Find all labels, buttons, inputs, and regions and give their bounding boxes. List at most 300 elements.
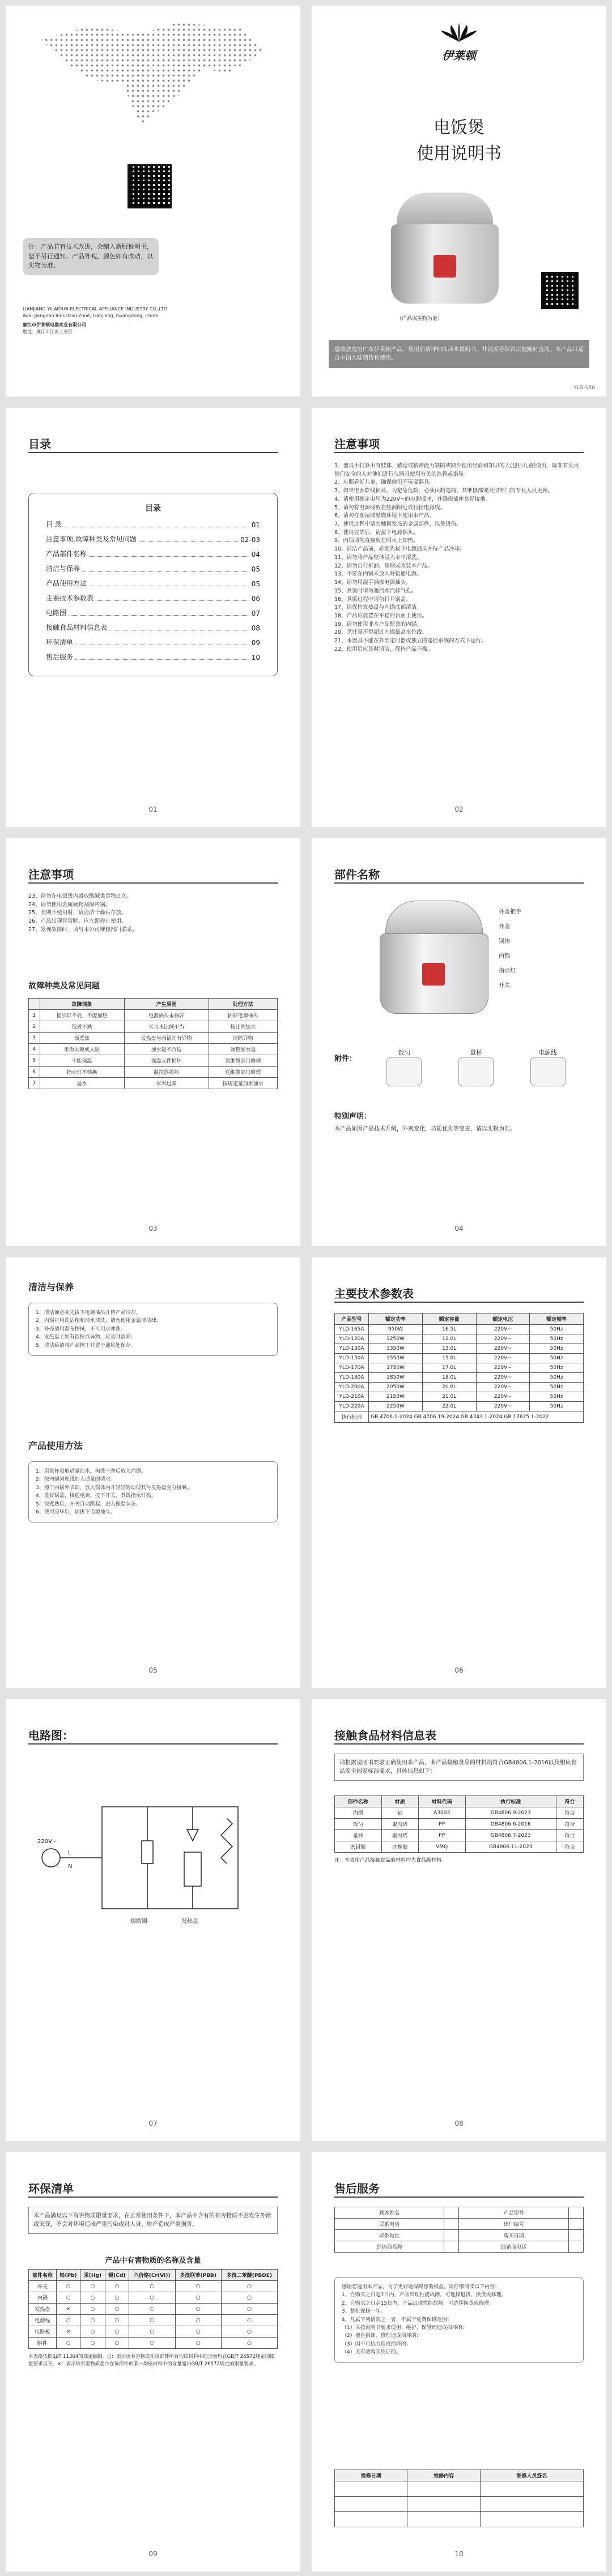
- table-row: [335, 1373, 584, 1383]
- table-cell: 内锅: [335, 1807, 382, 1819]
- table-cell: ○: [221, 2338, 277, 2349]
- table-cell: 50Hz: [530, 1325, 584, 1334]
- toc-item-page: 06: [251, 595, 260, 603]
- accessory-icon: [530, 1057, 566, 1086]
- use-item: 6、使用完毕后，请拔下电源插头。: [36, 1509, 116, 1515]
- table-cell: 插好电源插头: [209, 1010, 277, 1021]
- table-header: 六价铬(Cr(VI)): [129, 2270, 175, 2281]
- repair-row: [335, 2481, 584, 2497]
- table-cell: 量杯: [335, 1830, 382, 1841]
- toc-item-page: 05: [251, 580, 260, 588]
- table-row: [29, 2304, 278, 2315]
- table-cell: 1250W: [369, 1334, 423, 1344]
- note-item: 6、请勿在潮湿或易燃环境下使用本产品。: [334, 513, 435, 519]
- repair-cell: [407, 2512, 480, 2527]
- world-map-graphic: [28, 17, 278, 130]
- repair-cell: [407, 2497, 480, 2512]
- table-row: [29, 1010, 278, 1021]
- notice-box: 注：产品若有技术改进，会编入新版说明书，恕不另行通知。产品外观、颜色如有改动，以实物为准。: [23, 238, 159, 275]
- table-cell: 溢水: [40, 1078, 124, 1089]
- toc-item-page: 01: [251, 521, 260, 529]
- repair-cell: [407, 2481, 480, 2497]
- note-item: 10、清洁产品前，必须先拔下电源插头并待产品冷却。: [334, 546, 465, 553]
- table-cell: 2150W: [369, 1392, 423, 1402]
- table-header: 铅(Pb): [56, 2270, 80, 2281]
- table-cell: 17.0L: [422, 1363, 476, 1373]
- front-cover-page: [312, 6, 606, 396]
- note-item: 27、发现故障时，请与本公司维修部门联系。: [28, 926, 138, 933]
- specs-table: 产品型号 额定功率 额定容量 额定电压 额定频率 YLD-165A 950W 16.5L 220V~ 50Hz YLD-120A 1250W 12.0L 220V~ 50Hz YLD-130A 1350W 13.0L 220V~ 50Hz YLD-150A 1550W 15.0L 220V~ 50Hz YLD-170A 1750W 17.0L 220V~ 50Hz YLD-180A 1850W 18.0L 220V~ 50Hz YLD-200A 2050W 20.0L 220V~ 50Hz YLD-210A 2150W 21.0L 220V~ 50Hz YLD-220A 2250W 22.0L 220V~ 50Hz 执行标准 GB 4706.1-2024 GB 4706.19-2024 GB 4343.1-2024 GB 17625.1-2022: [334, 1313, 584, 1423]
- table-header: 故障现象: [40, 999, 124, 1010]
- table-row: [335, 1392, 584, 1402]
- service-terms: [334, 2277, 584, 2363]
- table-row: [335, 1354, 584, 1363]
- toc-item-page: 10: [251, 654, 260, 662]
- table-cell: ○: [129, 2292, 175, 2304]
- circuit-label-l: L: [68, 1850, 71, 1856]
- service-term: （4）无有效购买凭证的。: [342, 2349, 401, 2356]
- materials-table: [334, 1795, 584, 1853]
- care-title: 清洁与保养: [28, 1282, 74, 1293]
- parts-page: 部件名称 外盖把手 外盖 锅体 内锅 指示灯 开关 附件： 饭勺 量杯 电源线 特别声明： 本产品如因产品技术升级，外观变化，功能优化等变更，请以实物为准。 04: [312, 838, 606, 1246]
- table-cell: ○: [175, 2304, 221, 2315]
- care-list: [28, 1303, 278, 1356]
- service-term: 2、自购买之日起15日内，产品出现性能故障，可选择换货或修理。: [342, 2300, 495, 2306]
- table-header: 产品型号: [335, 1313, 369, 1325]
- note-item: 4、请使用额定电压为220V~的电源插座，并确保插座良好接地。: [334, 496, 491, 502]
- table-header: 多溴二苯醚(PBDE): [221, 2270, 277, 2281]
- eco-table-title: 产品中有害物质的名称及含量: [105, 2257, 201, 2265]
- accessory-item: [530, 1048, 566, 1089]
- toc-item-label: 注意事项,故障种类及常见问题: [46, 535, 137, 543]
- notes-list: [28, 893, 278, 935]
- field-label: 顾客姓名: [335, 2207, 444, 2219]
- field-label: 联系电话: [335, 2219, 444, 2230]
- accessory-icon: [386, 1057, 422, 1086]
- part-label: 锅体: [499, 939, 510, 945]
- service-term: （3）因不可抗力造成损坏的；: [342, 2341, 411, 2347]
- fault-title: 故障种类及常见问题: [28, 982, 100, 991]
- toc-item-label: 产品部件名称: [46, 550, 87, 558]
- brand-name: 伊莱顿: [442, 49, 476, 62]
- toc-item: [46, 637, 260, 647]
- table-cell: 220V~: [476, 1354, 530, 1363]
- circuit-diagram: [34, 1784, 272, 1931]
- table-cell: ○: [80, 2338, 105, 2349]
- use-item: 3、擦干内锅外表面，放入锅体内并轻轻转动使其与发热盘充分接触。: [36, 1485, 192, 1491]
- image-caption: （产品以实物为准）: [397, 316, 443, 322]
- table-cell: 清除异物: [209, 1033, 277, 1044]
- note-item: 17、请保持发热盘与内锅底部清洁。: [334, 604, 422, 611]
- table-cell: 16.5L: [422, 1325, 476, 1334]
- use-item: 1、用量杯量取适量的米，淘洗干净后放入内锅。: [36, 1469, 146, 1474]
- table-cell: 2050W: [369, 1383, 423, 1392]
- note-item: 8、使用完毕后，请拔下电源插头。: [334, 529, 419, 536]
- table-cell: ○: [221, 2326, 277, 2338]
- cover-subtitle: 使用说明书: [416, 144, 502, 164]
- care-page: 清洁与保养 1、清洁前必须先拔下电源插头并待产品冷却。 2、内锅可用洗洁精和清水清洗，请勿使用金属清洁球。 3、外壳请用湿布擦拭，不可用水冲洗。 4、发热盘上如有饭粒或异物，应及时清除。 5、清洁后请将产品擦干并置于通风处保存。 产品使用方法 1、用量杯量取适量的米，淘洗干净后放入内锅。 2、按内锅刻度线加入适量的清水。 3、擦干内锅外表面，放入锅体内并轻轻转动使其与发热盘充分接触。 4、盖好锅盖，接通电源，按下开关，煮饭指示灯亮。 5、饭煮熟后，开关自动跳起，进入保温状态。 6、使用完毕后，请拔下电源插头。 05: [6, 1257, 300, 1688]
- table-cell: GB4806.6-2016: [465, 1819, 556, 1830]
- table-cell: ○: [221, 2281, 277, 2292]
- table-cell: YLD-210A: [335, 1392, 369, 1402]
- accessory-item: [458, 1048, 494, 1089]
- table-row: [29, 2281, 278, 2292]
- table-cell: 2250W: [369, 1402, 423, 1411]
- service-term: （2）擅自拆卸、修理造成损坏的；: [342, 2333, 422, 2339]
- qr-code: [541, 272, 579, 309]
- accessory-label: 饭勺: [398, 1049, 411, 1056]
- table-header: 镉(Cd): [105, 2270, 129, 2281]
- field-row: [335, 2241, 584, 2253]
- table-cell: YLD-180A: [335, 1373, 369, 1383]
- page-title: 接触食品材料信息表: [334, 1729, 436, 1742]
- toc-item: [46, 652, 260, 662]
- care-item: 5、清洁后请将产品擦干并置于通风处保存。: [36, 1342, 136, 1349]
- table-cell: YLD-150A: [335, 1354, 369, 1363]
- table-cell: YLD-170A: [335, 1363, 369, 1373]
- table-cell: 不能保温: [40, 1055, 124, 1067]
- eco-table: [28, 2269, 278, 2349]
- eco-intro: 本产品满足以下有害物质限量要求，在正常使用条件下，本产品中含有的有害物质不会发生外泄或突变，不会对环境造成严重污染或对人身、财产造成严重损害。: [28, 2207, 278, 2234]
- table-cell: 7: [29, 1078, 40, 1089]
- toc-item: [46, 608, 260, 617]
- repair-cell: [480, 2512, 583, 2527]
- table-cell: 6: [29, 1067, 40, 1078]
- table-cell: ○: [105, 2281, 129, 2292]
- service-term: 4、凡属下列情况之一者，不属于免费保修范围：: [342, 2317, 452, 2323]
- table-cell: 聚丙烯: [381, 1819, 418, 1830]
- field-row: [335, 2207, 584, 2219]
- table-cell: ○: [221, 2304, 277, 2315]
- cooker-diagram: [380, 901, 487, 1014]
- table-cell: ○: [80, 2304, 105, 2315]
- table-cell: ○: [105, 2326, 129, 2338]
- repair-row: [335, 2497, 584, 2512]
- toc-item-label: 售后服务: [46, 653, 74, 661]
- note-item: 12、请勿自行拆卸、修理或改装本产品。: [334, 562, 433, 569]
- page-title: 电路图：: [28, 1729, 74, 1742]
- field-label: 经销商名称: [335, 2241, 444, 2253]
- repair-header: 维修人员签名: [480, 2470, 583, 2481]
- note-item: 24、请勿使用金属硬物刮擦内锅。: [28, 901, 111, 908]
- accessory-item: [386, 1048, 422, 1089]
- table-cell: PP: [418, 1819, 465, 1830]
- service-term: 1、自购买之日起7日内，产品出现性能故障，可选择退货、换货或修理。: [342, 2292, 507, 2298]
- circuit-label-voltage: 220V~: [37, 1839, 57, 1845]
- specs-page: 主要技术参数表 产品型号 额定功率 额定容量 额定电压 额定频率 YLD-165A 950W 16.5L 220V~ 50Hz YLD-120A 1250W 12.0L 220V~ 50Hz YLD-130A 1350W 13.0L 220V~ 50Hz YLD-150A 1550W 15.0L 220V~ 50Hz YLD-170A 1750W 17.0L 220V~ 50Hz YLD-180A 1850W 18.0L 220V~ 50Hz YLD-200A 2050W 20.0L 220V~ 50Hz YLD-210A 2150W 21.0L 220V~ 50Hz YLD-220A 2250W 22.0L 220V~ 50Hz 执行标准 GB 4706.1-2024 GB 4706.19-2024 GB 4343.1-2024 GB 17625.1-2022 06: [312, 1257, 606, 1688]
- toc-item: [46, 519, 260, 529]
- table-cell: A3003: [418, 1807, 465, 1819]
- accessories-list: [368, 1048, 584, 1089]
- care-item: 1、清洁前必须先拔下电源插头并待产品冷却。: [36, 1310, 141, 1316]
- table-cell: 50Hz: [530, 1402, 584, 1411]
- table-cell: 3: [29, 1033, 40, 1044]
- note-item: 19、请勿使用非本产品配套的内锅。: [334, 621, 422, 628]
- repair-header-row: [335, 2470, 584, 2481]
- toc-item-label: 主要技术参数表: [46, 594, 94, 602]
- table-cell: 220V~: [476, 1383, 530, 1392]
- table-cell: 220V~: [476, 1363, 530, 1373]
- table-cell: VMQ: [418, 1841, 465, 1853]
- table-cell: 电源插头未插好: [124, 1010, 209, 1021]
- table-cell: 4: [29, 1044, 40, 1055]
- table-cell: 密封圈: [335, 1841, 382, 1853]
- table-cell: GB4806.7-2023: [465, 1830, 556, 1841]
- table-cell: ○: [80, 2292, 105, 2304]
- field-value: [444, 2241, 459, 2253]
- table-cell: 220V~: [476, 1392, 530, 1402]
- table-cell: 调整加水量: [209, 1044, 277, 1055]
- table-cell: 21.0L: [422, 1392, 476, 1402]
- table-cell: 220V~: [476, 1344, 530, 1354]
- toc-page: 目录 目录 目 录 01 注意事项,故障种类及常见问题 02-03 产品部件名称 04 清洁与保养 05 产品使用方法 05 主要技术参数表 06 电路图 07 接触食品材料信息表 08 环保清单 09 售后服务 10 01: [6, 408, 300, 827]
- table-cell: 电源线: [29, 2315, 57, 2326]
- materials-note: 注：本表中产品接触食品的材料均为食品级材料。: [334, 1858, 447, 1863]
- table-cell: 按规定量加米加水: [209, 1078, 277, 1089]
- toc-item-page: 08: [251, 624, 260, 632]
- field-value: [568, 2207, 583, 2219]
- note-item: 16、煮饭过程中请勿打开锅盖。: [334, 596, 411, 603]
- toc-item-page: 02-03: [240, 536, 260, 544]
- toc-item: [46, 564, 260, 573]
- table-cell: 220V~: [476, 1402, 530, 1411]
- table-cell: GB4806.11-2023: [465, 1841, 556, 1853]
- materials-page: 接触食品材料信息表 请根据说明书要求正确使用本产品，本产品接触食品的材料均符合GB4806.1-2016以及相应食品安全国家标准要求，具体信息如下： 部件名称 材质 材料代码 执行标准 符合 内锅 铝 A3003 GB4806.9-2023 符合 饭勺 聚丙烯 PP GB4806.6-2016 符合 量杯 聚丙烯 PP GB4806.7-2023 符合 密封圈 硅橡胶 VMQ GB4806.11-2023 符合 注：本表中产品接触食品的材料均为食品级材料。 08: [312, 1699, 606, 2141]
- table-row: [29, 1067, 278, 1078]
- warning-banner: 感谢您选用广东伊莱顿产品，使用前请详细阅读本说明书，并请妥善保管以便随时查阅。本产品只适合中国大陆销售和使用。: [329, 340, 589, 368]
- use-item: 2、按内锅刻度线加入适量的清水。: [36, 1477, 116, 1483]
- table-cell: 13.0L: [422, 1344, 476, 1354]
- table-row: [335, 1363, 584, 1373]
- field-label: 经销商电话: [459, 2241, 568, 2253]
- field-label: 联系地址: [335, 2230, 444, 2241]
- accessory-label: 量杯: [469, 1049, 482, 1056]
- table-cell: 符合: [556, 1830, 583, 1841]
- page-title: 注意事项: [28, 868, 74, 881]
- table-cell: 1550W: [369, 1354, 423, 1363]
- field-label: 购买日期: [459, 2230, 568, 2241]
- note-item: 7、使用过程中请勿触摸发热的金属部件，以免烫伤。: [334, 521, 462, 528]
- table-cell: ○: [175, 2326, 221, 2338]
- table-cell: ○: [80, 2326, 105, 2338]
- table-header: 符合: [556, 1796, 583, 1807]
- note-item: 1、器具不打算由有肢体、感觉或精神能力缺陷或缺少使用经验和知识的人(包括儿童)使用，除非有负责他们安全的人对他们进行与器具使用有关的监督或指导。: [334, 463, 579, 477]
- table-cell: ○: [56, 2338, 80, 2349]
- use-item: 4、盖好锅盖，接通电源，按下开关，煮饭指示灯亮。: [36, 1493, 156, 1499]
- note-item: 11、请勿将产品整体浸入水中清洗。: [334, 554, 422, 561]
- table-cell: 50Hz: [530, 1373, 584, 1383]
- qr-code: [128, 164, 172, 208]
- note-item: 3、如果电源软线损坏，为避免危险，必须由制造商、其维修部或类似部门的专业人员更换。: [334, 488, 554, 494]
- repair-cell: [480, 2481, 583, 2497]
- page-title: 部件名称: [334, 868, 380, 881]
- page-title: 注意事项: [334, 437, 380, 451]
- toc-item-page: 05: [251, 565, 260, 573]
- table-cell: 50Hz: [530, 1363, 584, 1373]
- note-item: 20、烹饪量不得超过内锅最高水位线。: [334, 629, 428, 636]
- table-cell: ○: [80, 2315, 105, 2326]
- note-item: 25、长期不使用时，请清洁干燥后存放。: [28, 910, 127, 916]
- toc-box: 目录 目 录 01 注意事项,故障种类及常见问题 02-03 产品部件名称 04 清洁与保养 05 产品使用方法 05 主要技术参数表 06 电路图 07 接触食品材料信息表 08 环保清单 09 售后服务 10: [28, 493, 278, 676]
- table-row: [29, 2315, 278, 2326]
- service-term: 3、整机保修一年。: [342, 2309, 386, 2315]
- table-cell: ○: [56, 2281, 80, 2292]
- use-title: 产品使用方法: [28, 1440, 83, 1451]
- table-cell: YLD-165A: [335, 1325, 369, 1334]
- table-cell: ○: [129, 2281, 175, 2292]
- field-row: [335, 2230, 584, 2241]
- table-cell: 1350W: [369, 1344, 423, 1354]
- table-cell: ○: [221, 2315, 277, 2326]
- table-cell: 发热盘: [29, 2304, 57, 2315]
- table-cell: ○: [175, 2315, 221, 2326]
- table-cell: 12.0L: [422, 1334, 476, 1344]
- table-row: [335, 1325, 584, 1334]
- field-value: [568, 2230, 583, 2241]
- table-cell: 5: [29, 1055, 40, 1067]
- circuit-page: 电路图： 220V~ L N 熔断器 发热盘 07: [6, 1699, 300, 2141]
- table-row: [335, 1807, 584, 1819]
- table-row: [29, 1021, 278, 1033]
- service-term: 感谢您选用本产品，为了更好地保障您的权益，请仔细阅读以下内容：: [342, 2284, 500, 2290]
- table-cell: ○: [105, 2338, 129, 2349]
- repair-cell: [335, 2512, 407, 2527]
- table-header: 额定频率: [530, 1313, 584, 1325]
- repair-row: [335, 2512, 584, 2527]
- table-row: [29, 2338, 278, 2349]
- standards: GB 4706.1-2024 GB 4706.19-2024 GB 4343.1-2024 GB 17625.1-2022: [369, 1411, 584, 1423]
- table-cell: PP: [418, 1830, 465, 1841]
- part-label: 指示灯: [499, 968, 516, 974]
- repair-record-table: [334, 2470, 584, 2527]
- table-cell: 按比例加水: [209, 1021, 277, 1033]
- toc-item: [46, 622, 260, 632]
- table-cell: 送维修部门修理: [209, 1055, 277, 1067]
- table-cell: 2: [29, 1021, 40, 1033]
- field-value: [444, 2230, 459, 2241]
- repair-header: 维修日期: [335, 2470, 407, 2481]
- table-cell: 50Hz: [530, 1344, 584, 1354]
- accessory-icon: [458, 1057, 494, 1086]
- table-row: [335, 1830, 584, 1841]
- table-cell: 外壳: [29, 2281, 57, 2292]
- table-header: 执行标准: [465, 1796, 556, 1807]
- table-row: [29, 1033, 278, 1044]
- circuit-label-heater: 发热盘: [181, 1918, 198, 1925]
- table-header: 材料代码: [418, 1796, 465, 1807]
- table-cell: 指示灯不亮，不能加热: [40, 1010, 124, 1021]
- toc-item-label: 接触食品材料信息表: [46, 624, 108, 632]
- table-cell: ○: [129, 2338, 175, 2349]
- table-cell: YLD-220A: [335, 1402, 369, 1411]
- care-item: 4、发热盘上如有饭粒或异物，应及时清除。: [36, 1334, 136, 1341]
- table-cell: 聚丙烯: [381, 1830, 418, 1841]
- table-cell: 50Hz: [530, 1383, 584, 1392]
- table-header: 处理方法: [209, 999, 277, 1010]
- table-cell: ○: [105, 2292, 129, 2304]
- table-cell: 指示灯不转换: [40, 1067, 124, 1078]
- model-code: YLD-S50: [573, 385, 595, 391]
- table-cell: 铝: [381, 1807, 418, 1819]
- table-header: 额定电压: [476, 1313, 530, 1325]
- table-cell: ○: [175, 2338, 221, 2349]
- table-cell: 饭勺: [335, 1819, 382, 1830]
- company-name-en: LIANJIANG YILAIDUN ELECTRICAL APPLIANCE INDUSTRY CO.,LTD: [23, 306, 167, 312]
- note-item: 23、请勿在电饭煲内盛放酸碱类食物过久。: [28, 893, 133, 899]
- eco-page: 环保清单 本产品满足以下有害物质限量要求，在正常使用条件下，本产品中含有的有害物质不会发生外泄或突变，不会对环境造成严重污染或对人身、财产造成严重损害。 产品中有害物质的名称及含量 部件名称 铅(Pb) 汞(Hg) 镉(Cd) 六价铬(Cr(VI)) 多溴联苯(PBB) 多溴二苯醚(PBDE) 外壳 ○ ○ ○ ○ ○ ○ 内锅 ○ ○ ○ ○ ○ ○ 发热盘 × ○ ○ ○ ○ ○ 电源线 ○ ○ ○ ○ ○ ○ 电路板 × ○ ○ ○ ○ ○ 附件 ○ ○ ○ ○ ○ ○ 本表格依据SJ/T 11364的规定编制。○：表示该有害物质在该部件所有均质材料中的含量均在GB/T 26572规定的限量要求以下。×：表示该有害物质至少在该部件的某一均质材料中的含量超出GB/T 26572规定的限量要求。 09: [6, 2152, 300, 2571]
- toc-item-label: 产品使用方法: [46, 579, 87, 587]
- table-cell: 220V~: [476, 1373, 530, 1383]
- table-row: [29, 1055, 278, 1067]
- table-cell: ○: [56, 2315, 80, 2326]
- table-row: [29, 2292, 278, 2304]
- table-header: 产生原因: [124, 999, 209, 1010]
- table-header: 部件名称: [335, 1796, 382, 1807]
- table-cell: 饭煮焦: [40, 1033, 124, 1044]
- table-cell: ○: [129, 2304, 175, 2315]
- part-label: 外盖: [499, 924, 510, 930]
- table-cell: 22.0L: [422, 1402, 476, 1411]
- table-cell: 发热盘与内锅间有异物: [124, 1033, 209, 1044]
- table-header: 汞(Hg): [80, 2270, 105, 2281]
- repair-cell: [335, 2481, 407, 2497]
- table-row: [29, 1044, 278, 1055]
- field-value: [568, 2219, 583, 2230]
- table-header: 材质: [381, 1796, 418, 1807]
- table-cell: 送维修部门修理: [209, 1067, 277, 1078]
- note-item: 14、请勿用湿手插拔电源插头。: [334, 579, 411, 586]
- table-cell: 米饭太硬或太软: [40, 1044, 124, 1055]
- table-cell: 1: [29, 1010, 40, 1021]
- field-label: 产品型号: [459, 2207, 568, 2219]
- toc-item: [46, 534, 260, 544]
- note-item: 21、本器具不能在外部定时器或独立的遥控系统的方式下运行。: [334, 638, 487, 645]
- toc-item: [46, 593, 260, 603]
- table-cell: ○: [105, 2315, 129, 2326]
- repair-header: 维修内容: [407, 2470, 480, 2481]
- table-cell: 温控器损坏: [124, 1067, 209, 1078]
- table-cell: 50Hz: [530, 1354, 584, 1363]
- part-label: 外盖把手: [499, 909, 521, 915]
- toc-item-label: 环保清单: [46, 638, 74, 646]
- service-page: 售后服务 顾客姓名 产品型号 联系电话 出厂编号 联系地址 购买日期 经销商名称 经销商电话 感谢您选用本产品，为了更好地保障您的权益，请仔细阅读以下内容： 1、自购买之日起7日内，产品出现性能故障，可选择退货、换货或修理。 2、自购买之日起15日内，产品出现性能故障，可选择换货或修理。 3、整机保修一年。 4、凡属下列情况之一者，不属于免费保修范围： （1）未按说明书要求使用、维护、保管而造成损坏的； （2）擅自拆卸、修理造成损坏的； （3）因不可抗力造成损坏的； （4）无有效购买凭证的。 维修日期 维修内容 维修人员签名 10: [312, 2152, 606, 2571]
- table-cell: ○: [175, 2292, 221, 2304]
- note-item: 22、使用后应及时清洁，保持产品干燥。: [334, 646, 433, 652]
- table-cell: YLD-120A: [335, 1334, 369, 1344]
- toc-item: [46, 578, 260, 588]
- toc-item-label: 电路图: [46, 609, 67, 617]
- company-address-cn: 地址：廉江市江南工业区: [23, 329, 73, 334]
- table-cell: 20.0L: [422, 1383, 476, 1392]
- care-item: 2、内锅可用洗洁精和清水清洗，请勿使用金属清洁球。: [36, 1318, 162, 1324]
- part-label: 内锅: [499, 953, 510, 959]
- table-cell: 保温元件损坏: [124, 1055, 209, 1067]
- toc-item-label: 清洁与保养: [46, 565, 80, 573]
- note-item: 13、不要在内锅未放入时接通电源。: [334, 571, 422, 578]
- table-cell: ○: [56, 2292, 80, 2304]
- table-cell: ○: [129, 2315, 175, 2326]
- accessories-label: 附件：: [334, 1055, 357, 1063]
- table-header: [29, 999, 40, 1010]
- table-cell: 220V~: [476, 1334, 530, 1344]
- page-title: 环保清单: [28, 2182, 74, 2195]
- circuit-label-fuse: 熔断器: [130, 1918, 147, 1925]
- repair-cell: [480, 2497, 583, 2512]
- service-fields-table: [334, 2207, 584, 2253]
- table-header: 多溴联苯(PBB): [175, 2270, 221, 2281]
- repair-cell: [335, 2497, 407, 2512]
- table-cell: ○: [129, 2326, 175, 2338]
